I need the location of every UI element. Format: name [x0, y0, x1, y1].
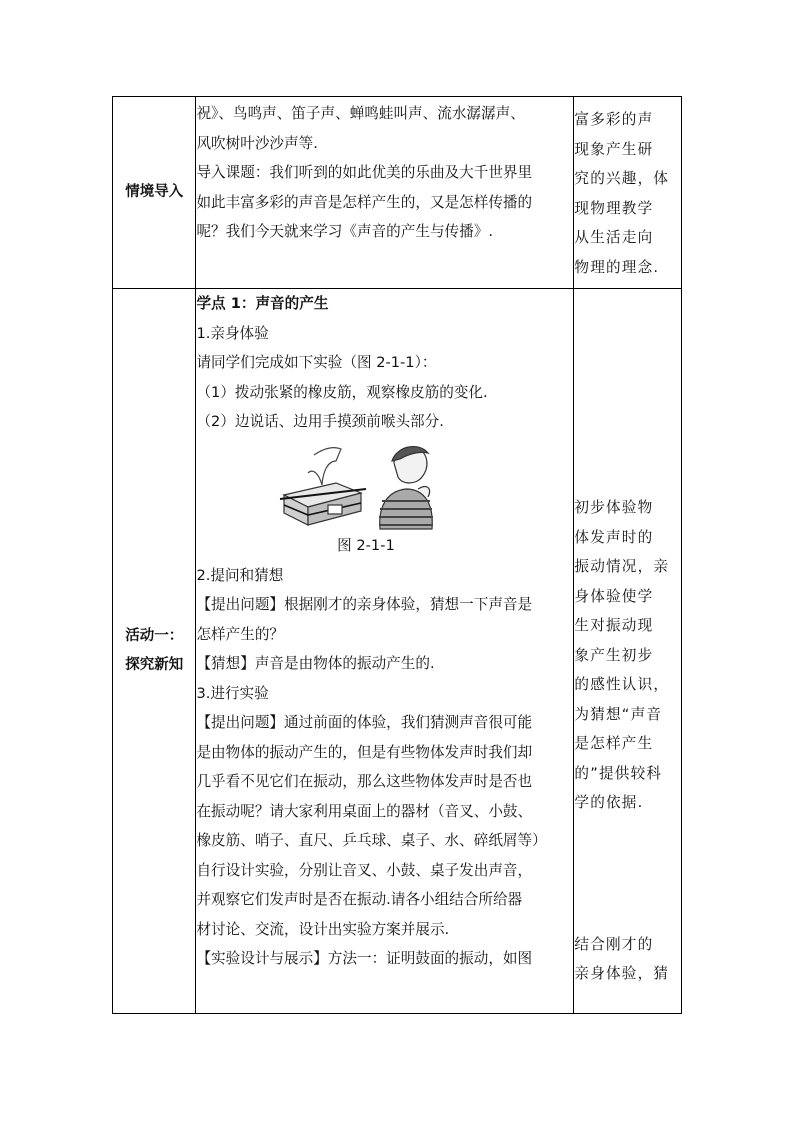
text-line: 橡皮筋、哨子、直尺、乒乓球、桌子、水、碎纸屑等） [196, 832, 547, 849]
section-heading: 学点 1：声音的产生 [196, 295, 329, 312]
note-line: 生对振动现 [574, 617, 654, 635]
row-situation-intro [113, 97, 682, 289]
lesson-plan-table [112, 96, 682, 1014]
rubber-band-and-throat-illustration [196, 443, 556, 531]
text-line: 风吹树叶沙沙声等. [196, 134, 318, 152]
note-line: 体发声时的 [574, 528, 654, 546]
row-activity-one [113, 289, 682, 1014]
text-line: 在振动呢？请大家利用桌面上的器材（音叉、小鼓、 [196, 802, 533, 820]
text-line: 【提出问题】通过前面的体验，我们猜测声音很可能 [196, 714, 533, 731]
text-line: 【提出问题】根据刚才的亲身体验，猜想一下声音是 [196, 596, 533, 613]
text-line: 1.亲身体验 [196, 324, 269, 342]
figure-illustration [196, 443, 573, 531]
note-line: 现物理教学 [574, 199, 654, 217]
row-note-activity-one [574, 289, 682, 1014]
text-line: 怎样产生的？ [196, 625, 285, 643]
note-line: 学的依据. [574, 794, 644, 812]
text-line: 几乎看不见它们在振动，那么这些物体发声时是否也 [196, 773, 533, 790]
text-line: 【猜想】声音是由物体的振动产生的. [196, 655, 435, 672]
text-line: 【实验设计与展示】方法一：证明鼓面的振动，如图 [196, 950, 533, 967]
row-content-activity-one [196, 289, 574, 1014]
boy-touching-throat-drawing [379, 446, 433, 528]
text-line: 材讨论、交流，设计出实验方案并展示. [196, 920, 450, 938]
text-line: 自行设计实验，分别让音叉、小鼓、桌子发出声音， [196, 861, 533, 879]
note-line: 振动情况，亲 [574, 558, 670, 576]
row-label-text: 活动一： [125, 628, 184, 644]
rubber-band-box-drawing [280, 447, 366, 524]
spacer [574, 818, 681, 930]
note-line: 初步体验物 [574, 499, 654, 517]
text-line: 导入课题：我们听到的如此优美的乐曲及大千世界里 [196, 164, 533, 181]
row-label-activity-one [113, 289, 196, 1014]
text-line: 3.进行实验 [196, 684, 269, 702]
row-note-situation-intro [574, 97, 682, 289]
note-line: 物理的理念. [574, 258, 660, 276]
text-line: 2.提问和猜想 [196, 566, 284, 584]
note-line: 是怎样产生 [574, 735, 654, 753]
text-line: 是由物体的振动产生的，但是有些物体发声时我们却 [196, 743, 533, 761]
note-line: 从生活走向 [574, 229, 654, 246]
note-line: 的”提供较科 [574, 764, 663, 782]
figure-caption: 图 2-1-1 [337, 536, 395, 554]
note-line: 身体验使学 [574, 587, 654, 605]
note-line: 富多彩的声 [574, 111, 654, 128]
note-line: 亲身体验，猜 [574, 965, 670, 983]
row-content-situation-intro [196, 97, 574, 289]
text-line: 呢？我们今天就来学习《声音的产生与传播》. [196, 223, 493, 240]
text-line: （1）拨动张紧的橡皮筋，观察橡皮筋的变化. [196, 383, 488, 401]
text-line: 祝》、鸟鸣声、笛子声、蝉鸣蛙叫声、流水潺潺声、 [196, 105, 525, 122]
row-label-text: 探究新知 [125, 657, 184, 673]
note-line: 为猜想“声音 [574, 705, 663, 723]
text-line: 如此丰富多彩的声音是怎样产生的，又是怎样传播的 [196, 193, 533, 211]
note-line: 究的兴趣，体 [574, 170, 670, 187]
spacer [574, 313, 681, 493]
text-line: （2）边说话、边用手摸颈前喉头部分. [196, 413, 444, 430]
text-line: 请同学们完成如下实验（图 2-1-1）： [196, 354, 437, 371]
note-line: 现象产生研 [574, 140, 654, 158]
note-line: 的感性认识， [574, 676, 670, 694]
row-label-text: 情境导入 [125, 184, 184, 200]
note-line: 象产生初步 [574, 646, 654, 664]
row-label-situation-intro [113, 97, 196, 289]
text-line: 并观察它们发声时是否在振动.请各小组结合所给器 [196, 891, 523, 908]
note-line: 结合刚才的 [574, 935, 654, 953]
